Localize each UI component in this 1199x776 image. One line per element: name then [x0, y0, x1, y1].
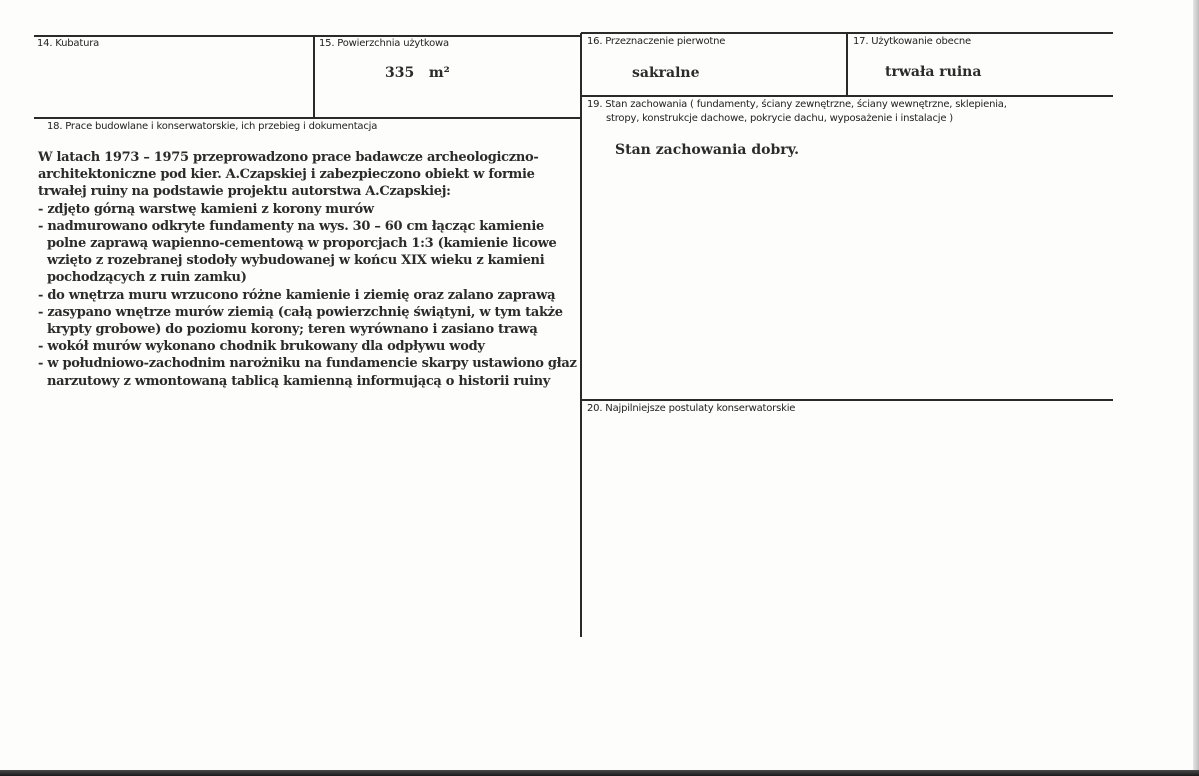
field-18-content: [38, 149, 583, 390]
field-18-label: 18. Prace budowlane i konserwatorskie, ich przebieg i dokumentacja: [47, 121, 378, 132]
rule-above-18: [34, 117, 582, 119]
divider-16-17: [846, 33, 848, 96]
field-18-intro: W latach 1973 – 1975 przeprowadzono prace badawcze archeologiczno-architektoniczne pod kier. A.Czapskiej i zabezpieczono obiekt w formie trwałej ruiny na podstawie projektu autorstwa A.Czapskiej:: [38, 150, 539, 200]
list-item: - do wnętrza muru wrzucono różne kamienie i ziemię oraz zalano zaprawą: [38, 287, 583, 304]
field-19-label-line1: 19. Stan zachowania ( fundamenty, ściany zewnętrzne, ściany wewnętrzne, sklepienia,: [587, 99, 1007, 110]
list-item: - wokół murów wykonano chodnik brukowany dla odpływu wody: [38, 338, 583, 355]
rule-above-20: [581, 399, 1113, 401]
field-16-label: 16. Przeznaczenie pierwotne: [587, 36, 726, 47]
field-20-label: 20. Najpilniejsze postulaty konserwatorskie: [587, 403, 796, 414]
list-item: - zasypano wnętrze murów ziemią (całą powierzchnię świątyni, w tym także krypty grobowe) do poziomu korony; teren wyrównano i zasiano trawą: [38, 304, 583, 338]
field-17-value: trwała ruina: [885, 64, 982, 80]
field-14-label: 14. Kubatura: [37, 38, 100, 49]
field-16-value: sakralne: [632, 65, 700, 81]
divider-14-15: [313, 36, 315, 118]
field-17-label: 17. Użytkowanie obecne: [853, 36, 972, 47]
list-item: - zdjęto górną warstwę kamieni z korony murów: [38, 201, 583, 218]
field-19-label-line2: stropy, konstrukcje dachowe, pokrycie dachu, wyposażenie i instalacje ): [606, 113, 953, 124]
list-item: - nadmurowano odkryte fundamenty na wys. 30 – 60 cm łącząc kamienie polne zaprawą wapienno-cementową w proporcjach 1:3 (kamienie licowe wzięto z rozebranej stodoły wybudowanej w końcu XIX wieku z kamieni pochodzących z ruin zamku): [38, 218, 583, 287]
top-rule-left: [34, 35, 582, 37]
field-19-value: Stan zachowania dobry.: [615, 142, 800, 158]
field-15-label: 15. Powierzchnia użytkowa: [319, 38, 449, 49]
list-item: - w południowo-zachodnim narożniku na fundamencie skarpy ustawiono głaz narzutowy z wmontowaną tablicą kamienną informującą o historii ruiny: [38, 355, 583, 389]
scan-edge-right: [1193, 0, 1199, 776]
scan-edge-bottom: [0, 770, 1199, 776]
field-18-list: [38, 201, 583, 390]
rule-above-19: [581, 95, 1113, 97]
field-15-value: 335 m²: [385, 65, 450, 81]
